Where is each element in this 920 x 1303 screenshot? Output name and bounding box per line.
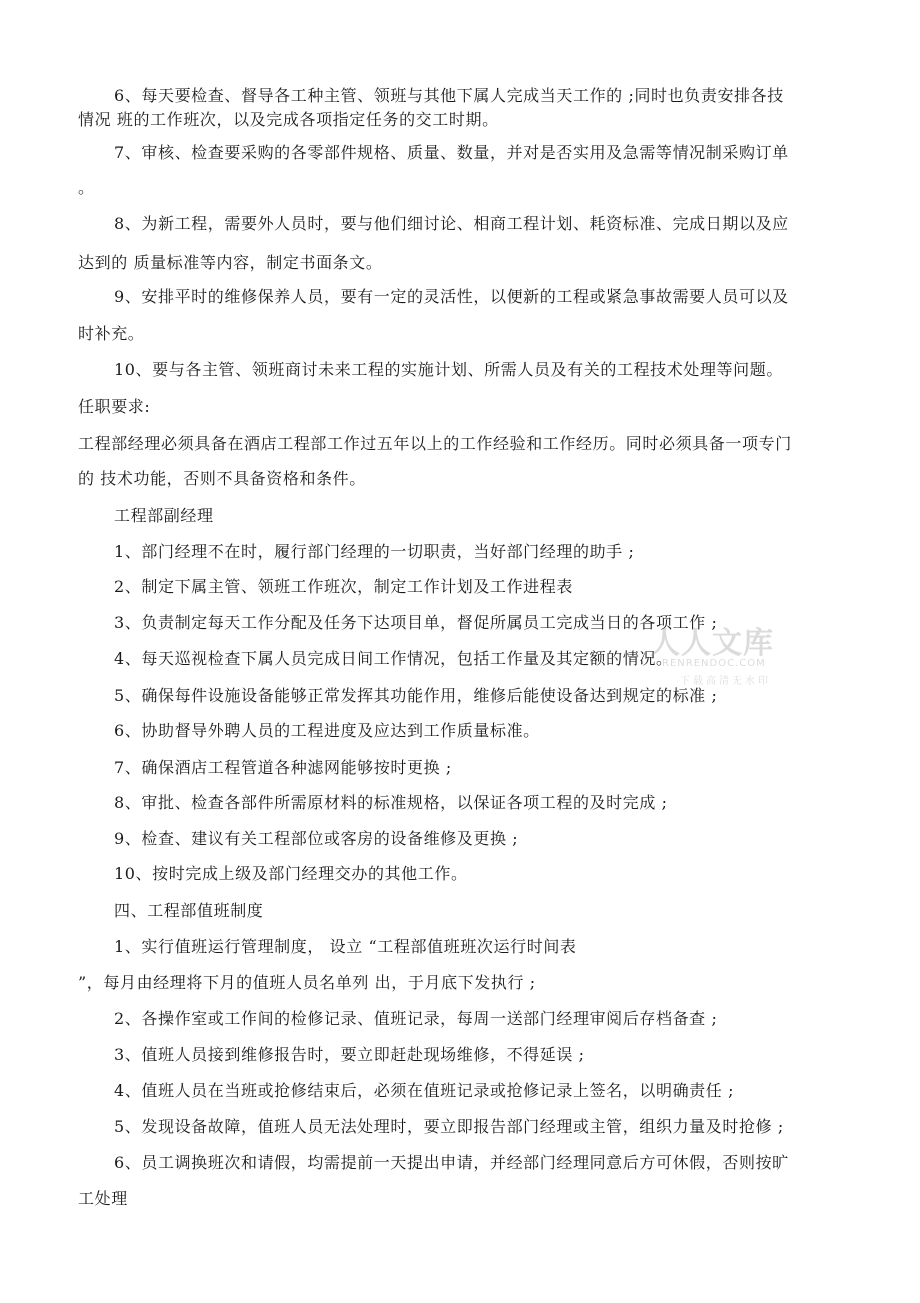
text-line: 工程部经理必须具备在酒店工程部工作过五年以上的工作经验和工作经历。同时必须具备一项专门 [78,434,792,453]
text-line: 9、安排平时的维修保养人员，要有一定的灵活性，以便新的工程或紧急事故需要人员可以及 [114,287,789,306]
text-line: 10、按时完成上级及部门经理交办的其他工作。 [114,864,468,883]
text-line: 的 技术功能，否则不具备资格和条件。 [78,469,366,488]
text-line: 6、每天要检查、督导各工种主管、领班与其他下属人完成当天工作的 ;同时也负责安排各技 [114,86,784,105]
text-line: 4、每天巡视检查下属人员完成日间工作情况，包括工作量及其定额的情况。 [114,649,673,668]
text-line: 4、值班人员在当班或抢修结束后，必须在值班记录或抢修记录上签名，以明确责任 ; [114,1081,735,1100]
section-heading: 工程部副经理 [114,506,214,525]
section-heading: 任职要求: [78,397,151,416]
text-line: 达到的 质量标准等内容，制定书面条文。 [78,253,383,272]
text-line: 10、要与各主管、领班商讨未来工程的实施计划、所需人员及有关的工程技术处理等问题。 [114,360,783,379]
text-line: 2、各操作室或工作间的检修记录、值班记录，每周一送部门经理审阅后存档备查 ; [114,1009,718,1028]
text-line: 5、确保每件设施设备能够正常发挥其功能作用，维修后能使设备达到规定的标准 ; [114,686,718,705]
text-line: 1、部门经理不在时，履行部门经理的一切职责，当好部门经理的助手 ; [114,542,635,561]
text-line: 8、审批、检查各部件所需原材料的标准规格，以保证各项工程的及时完成 ; [114,793,668,812]
text-line: 7、审核、检查要采购的各零部件规格、质量、数量，并对是否实用及急需等情况制采购订单 [114,143,789,162]
text-line: 7、确保酒店工程管道各种滤网能够按时更换 ; [114,758,452,777]
text-line: 。 [78,178,95,197]
text-line: 情况 班的工作班次，以及完成各项指定任务的交工时期。 [78,110,499,129]
text-line: 9、检查、建议有关工程部位或客房的设备维修及更换 ; [114,829,519,848]
text-line: 6、员工调换班次和请假，均需提前一天提出申请，并经部门经理同意后方可休假，否则按旷 [114,1153,789,1172]
text-line: 工处理 [78,1189,128,1208]
section-heading: 四、工程部值班制度 [114,901,264,920]
text-line: ”，每月由经理将下月的值班人员名单列 出，于月底下发执行 ; [78,973,536,992]
text-line: 6、协助督导外聘人员的工程进度及应达到工作质量标准。 [114,721,540,740]
watermark-slogan: 下载高清无水印 [680,676,771,687]
watermark-logo: 人人文库 [650,626,774,661]
text-line: 3、值班人员接到维修报告时，要立即赶赴现场维修，不得延误 ; [114,1045,585,1064]
text-line: 5、发现设备故障，值班人员无法处理时，要立即报告部门经理或主管，组织力量及时抢修 ; [114,1117,784,1136]
text-line: 时补充。 [78,324,145,343]
watermark [650,618,780,688]
watermark-site: RENRENDOC.COM [662,658,766,669]
text-line: 8、为新工程，需要外人员时，要与他们细讨论、相商工程计划、耗资标准、完成日期以及应 [114,214,789,233]
text-line: 3、负责制定每天工作分配及任务下达项目单，督促所属员工完成当日的各项工作 ; [114,613,718,632]
text-line: 2、制定下属主管、领班工作班次，制定工作计划及工作进程表 [114,577,573,596]
text-line: 1、实行值班运行管理制度， 设立 “工程部值班班次运行时间表 [114,937,577,956]
